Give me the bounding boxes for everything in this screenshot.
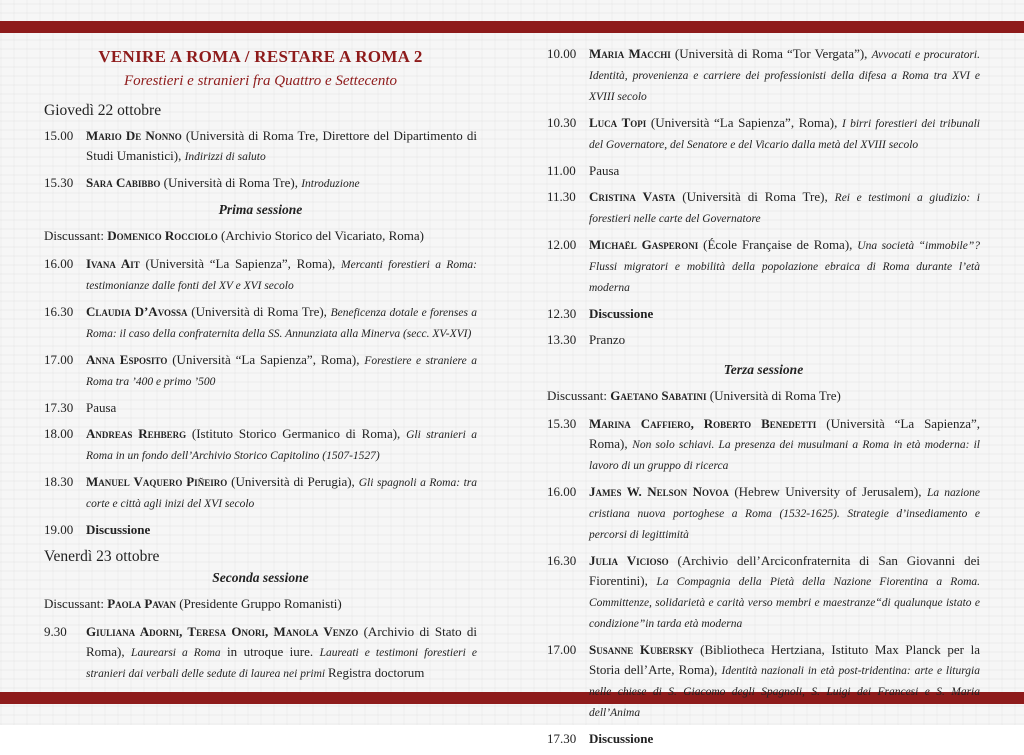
time: 11.30 <box>547 189 576 204</box>
speaker: Michaël Gasperoni <box>589 237 699 252</box>
topic: Forestiere e straniere a Roma tra ’400 e primo ’500 <box>86 355 477 388</box>
affiliation: (École Française de Roma), <box>698 237 858 252</box>
affiliation: (Università di Roma Tre, Direttore del Dipartimento di Studi Umanistici), <box>86 128 477 163</box>
speaker: Ivana Ait <box>86 256 140 271</box>
top-border-band <box>0 21 1024 33</box>
topic: Rei e testimoni a giudizio: i forestieri nelle carte del Governatore <box>589 192 980 225</box>
topic-latin: Registra doctorum <box>328 665 425 680</box>
affiliation: (Università di Roma “Tor Vergata”), <box>670 46 872 61</box>
topic: Identità nazionali in età post-tridentina: arte e liturgia nelle chiese di S. Giacomo degli Spagnoli, S. Luigi dei Francesi e S. Maria dell’Anima <box>589 665 980 719</box>
discussant-line <box>547 386 980 406</box>
program-row <box>547 551 980 634</box>
program-row <box>547 330 980 350</box>
entry <box>589 551 980 634</box>
affiliation: (Hebrew University of Jerusalem), <box>728 484 927 499</box>
speaker: Andreas Rehberg <box>86 426 187 441</box>
time: 17.00 <box>547 642 577 657</box>
entry <box>86 126 477 167</box>
affiliation: (Archivio di Stato di Roma), <box>86 624 477 659</box>
program-row <box>44 173 477 194</box>
affiliation: (Università “La Sapienza”, Roma), <box>646 115 842 130</box>
program-row <box>44 254 477 296</box>
entry <box>589 44 980 107</box>
entry <box>589 640 980 723</box>
discussant-line <box>44 226 477 246</box>
entry <box>589 414 980 476</box>
program-row <box>44 302 477 344</box>
time: 12.30 <box>547 306 577 321</box>
speaker: Anna Esposito <box>86 352 168 367</box>
program-row <box>44 622 477 684</box>
topic: Laurearsi a Roma <box>131 647 221 659</box>
time: 18.00 <box>44 426 74 441</box>
program-row <box>547 113 980 155</box>
affiliation: (Università di Perugia), <box>227 474 359 489</box>
topic: La Compagnia della Pietà della Nazione Fiorentina a Roma. Committenze, solidarietà e carità verso membri e maestranze“di qualunque istato e condizione”in tarda età moderna <box>589 576 980 630</box>
discussant-label: Discussant: <box>547 388 611 403</box>
speaker: Manuel Vaquero Piñeiro <box>86 474 228 489</box>
time: 11.00 <box>547 163 576 178</box>
time: 19.00 <box>44 522 74 537</box>
affiliation: (Università di Roma Tre), <box>675 189 835 204</box>
speaker: James W. Nelson Novoa <box>589 484 729 499</box>
discussant-affiliation: (Presidente Gruppo Romanisti) <box>176 596 342 611</box>
affiliation: (Archivio dell’Arciconfraternita di San Giovanni dei Fiorentini), <box>589 553 980 588</box>
topic: Una società “immobile”? Flussi migratori e mobilità della popolazione ebraica di Roma durante l’età moderna <box>589 240 980 294</box>
program-row <box>547 640 980 723</box>
break-label: Pausa <box>86 400 117 415</box>
entry <box>86 350 477 392</box>
topic: Gli stranieri a Roma in un fondo dell’Archivio Storico Capitolino (1507-1527) <box>86 429 477 462</box>
affiliation: (Università “La Sapienza”, Roma), <box>139 256 342 271</box>
entry <box>86 254 477 296</box>
program-row <box>44 350 477 392</box>
discussion-label: Discussione <box>86 522 151 537</box>
day-heading: Giovedì 22 ottobre <box>44 102 162 119</box>
affiliation: (Università “La Sapienza”, Roma), <box>167 352 365 367</box>
topic: Non solo schiavi. La presenza dei musulmani a Roma in età moderna: il lavoro di un gruppo di ricerca <box>589 439 980 472</box>
time: 16.30 <box>547 553 577 568</box>
program-row <box>547 187 980 229</box>
session-heading: Seconda sessione <box>212 570 309 585</box>
program-row <box>44 398 477 418</box>
topic: Mercanti forestieri a Roma: testimonianze dalle fonti del XV e XVI secolo <box>86 259 477 292</box>
time: 16.30 <box>44 304 74 319</box>
topic: Laureati e testimoni forestieri e stranieri dai verbali delle sedute di laurea nei primi <box>86 647 477 680</box>
speaker: Cristina Vasta <box>589 189 676 204</box>
page-title: VENIRE A ROMA / RESTARE A ROMA 2 <box>98 47 423 66</box>
page-subtitle: Forestieri e stranieri fra Quattro e Settecento <box>123 73 397 89</box>
speaker: Mario De Nonno <box>86 128 182 143</box>
entry <box>86 424 477 466</box>
speaker: Marina Caffiero, Roberto Benedetti <box>589 416 817 431</box>
time: 17.30 <box>547 731 577 746</box>
time: 10.00 <box>547 46 577 61</box>
topic: Beneficenza dotale e forenses a Roma: il caso della confraternita della SS. Annunziata alla Minerva (secc. XV-XVI) <box>86 307 477 340</box>
entry <box>589 113 980 155</box>
left-column <box>44 36 477 690</box>
speaker: Sara Cabibbo <box>86 175 161 190</box>
affiliation: (Bibliotheca Hertziana, Istituto Max Planck per la Storia dell’Arte, Roma), <box>589 642 980 677</box>
speaker: Julia Vicioso <box>589 553 669 568</box>
speaker: Giuliana Adorni, Teresa Onori, Manola Venzo <box>86 624 359 639</box>
discussant-label: Discussant: <box>44 596 108 611</box>
discussant-line <box>44 594 477 614</box>
session-heading: Prima sessione <box>218 202 303 217</box>
entry <box>86 173 477 194</box>
entry <box>589 482 980 545</box>
day-heading: Venerdì 23 ottobre <box>44 548 160 565</box>
affiliation: (Università “La Sapienza”, Roma), <box>589 416 981 451</box>
discussion-label: Discussione <box>589 306 654 321</box>
program-row <box>547 235 980 298</box>
discussant-label: Discussant: <box>44 228 108 243</box>
program-row <box>44 520 477 540</box>
entry <box>86 302 477 344</box>
discussant-name: Paola Pavan <box>107 596 177 611</box>
session-heading: Terza sessione <box>723 362 804 377</box>
program-row <box>547 161 980 181</box>
time: 17.00 <box>44 352 74 367</box>
time: 15.30 <box>44 175 74 190</box>
topic: La nazione cristiana nuova portoghese a Roma (1532-1625). Strategie d’insediamento e percorsi di legittimità <box>589 487 981 541</box>
entry <box>86 472 477 514</box>
discussant-name: Gaetano Sabatini <box>610 388 707 403</box>
discussant-name: Domenico Rocciolo <box>107 228 218 243</box>
discussant-affiliation: (Università di Roma Tre) <box>706 388 841 403</box>
topic: Indirizzi di saluto <box>184 151 266 163</box>
speaker: Maria Macchi <box>589 46 671 61</box>
program-row <box>547 304 980 324</box>
topic-latin: in utroque iure. <box>220 644 320 659</box>
time: 15.00 <box>44 128 74 143</box>
time: 16.00 <box>547 484 577 499</box>
affiliation: (Università di Roma Tre), <box>187 304 331 319</box>
program-row <box>44 472 477 514</box>
topic: Introduzione <box>301 178 360 190</box>
topic: I birri forestieri dei tribunali del Governatore, del Senatore e del Vicario dalla metà del XVIII secolo <box>589 118 980 151</box>
entry <box>589 187 980 229</box>
lunch-label: Pranzo <box>589 332 626 347</box>
program-row <box>44 424 477 466</box>
topic: Gli spagnoli a Roma: tra corte e città agli inizi del XVI secolo <box>86 477 477 510</box>
speaker: Claudia D’Avossa <box>86 304 188 319</box>
break-label: Pausa <box>589 163 620 178</box>
time: 17.30 <box>44 400 74 415</box>
discussant-affiliation: (Archivio Storico del Vicariato, Roma) <box>217 228 424 243</box>
time: 10.30 <box>547 115 577 130</box>
right-column <box>547 44 980 755</box>
affiliation: (Istituto Storico Germanico di Roma), <box>186 426 407 441</box>
affiliation: (Università di Roma Tre), <box>160 175 302 190</box>
discussion-label: Discussione <box>589 731 654 746</box>
speaker: Susanne Kubersky <box>589 642 694 657</box>
program-row <box>547 44 980 107</box>
entry <box>589 235 980 298</box>
time: 18.30 <box>44 474 74 489</box>
time: 15.30 <box>547 416 577 431</box>
program-row <box>547 729 980 749</box>
time: 13.30 <box>547 332 577 347</box>
program-row <box>547 414 980 476</box>
program-row <box>547 482 980 545</box>
entry <box>86 622 477 684</box>
time: 12.00 <box>547 237 577 252</box>
speaker: Luca Topi <box>589 115 647 130</box>
time: 9.30 <box>44 624 67 639</box>
time: 16.00 <box>44 256 74 271</box>
topic: Avvocati e procuratori. Identità, provenienza e carriere dei professionisti della difesa a Roma tra XVI e XVIII secolo <box>589 49 980 103</box>
program-row <box>44 126 477 167</box>
